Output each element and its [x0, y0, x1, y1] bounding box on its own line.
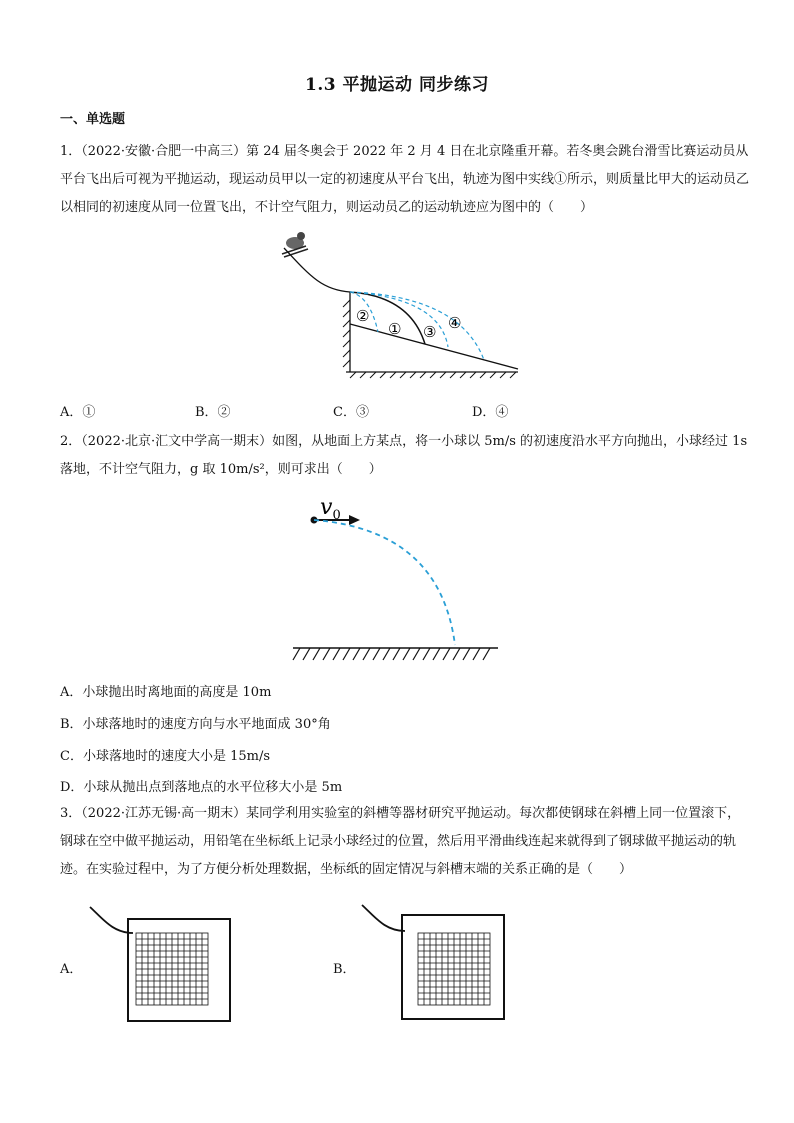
chute-curve: [90, 907, 133, 933]
coordinate-grid: [136, 933, 208, 1005]
section-heading: 一、单选题: [60, 112, 126, 127]
wall-hatching: [343, 300, 350, 367]
ground-hatching: [293, 648, 490, 660]
question-1-text: 1．（2022·安徽·合肥一中高三）第 24 届冬奥会于 2022 年 2 月 4 日在北京隆重开幕。若冬奥会跳台滑雪比赛运动员从平台飞出后可视为平抛运动，现运动员甲以一定的初速度从平台飞出，轨迹为图中实线①所示，则质量比甲大的运动员乙以相同的初速度从同一位置飞出，不计空气阻力，则运动员乙的运动轨迹应为图中的（ ）: [60, 144, 750, 215]
figure-label-3: ③: [423, 323, 437, 341]
ground-hatching: [350, 372, 516, 378]
coordinate-grid: [418, 933, 490, 1005]
option-c[interactable]: C．③: [333, 405, 369, 420]
option-b[interactable]: B．: [333, 962, 356, 977]
projectile-trajectory: [314, 520, 455, 645]
question-3-text: 3．（2022·江苏无锡·高一期末）某同学利用实验室的斜槽等器材研究平抛运动。每次都使钢球在斜槽上同一位置滚下，钢球在空中做平抛运动，用铅笔在坐标纸上记录小球经过的位置，然后用平滑曲线连起来就得到了钢球做平抛运动的轨迹。在实验过程中，为了方便分析处理数据，坐标纸的固定情况与斜槽末端的关系正确的是（ ）: [60, 806, 741, 877]
projectile-figure: [290, 490, 510, 670]
option-a[interactable]: A．小球抛出时离地面的高度是 10m: [60, 685, 272, 700]
option-a[interactable]: A．①: [60, 405, 96, 420]
question-2-text: 2．（2022·北京·汇文中学高一期末）如图，从地面上方某点，将一小球以 5m/s 的初速度沿水平方向抛出，小球经过 1s 落地，不计空气阻力，g 取 10m/s²，则可求出（ ）: [60, 434, 748, 477]
grid-board-a: [88, 905, 238, 1025]
option-c[interactable]: C．小球落地时的速度大小是 15m/s: [60, 749, 270, 764]
chute-curve: [362, 905, 405, 931]
ski-slope: [284, 248, 350, 292]
option-d[interactable]: D．小球从抛出点到落地点的水平位移大小是 5m: [60, 780, 343, 795]
board-frame: [402, 915, 504, 1019]
ski-jump-figure: [270, 226, 530, 386]
figure-label-1: ①: [388, 320, 402, 338]
option-a[interactable]: A．: [60, 962, 83, 977]
grid-board-b: [360, 903, 510, 1023]
velocity-label: $v_0$: [320, 495, 341, 523]
option-b[interactable]: B．②: [195, 405, 231, 420]
velocity-arrowhead: [349, 515, 360, 525]
option-d[interactable]: D．④: [472, 405, 509, 420]
skier-icon: [282, 232, 308, 257]
page-title: 1.3 平抛运动 同步练习: [305, 75, 489, 95]
figure-label-4: ④: [448, 314, 462, 332]
figure-label-2: ②: [356, 307, 370, 325]
board-frame: [128, 919, 230, 1021]
option-b[interactable]: B．小球落地时的速度方向与水平地面成 30°角: [60, 717, 331, 732]
